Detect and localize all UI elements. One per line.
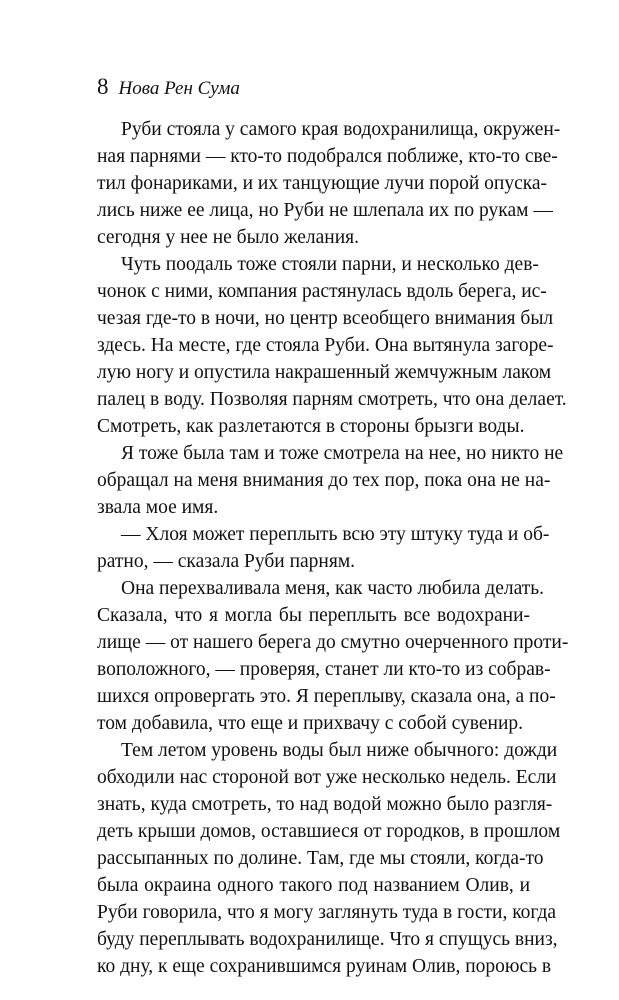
text-line: Руби стояла у самого края водохранилища, окружен- — [121, 119, 561, 140]
text-line: сегодня у нее не было желания. — [97, 227, 360, 248]
text-line: ная парнями — кто-то подобрался поближе, кто-то све- — [97, 146, 558, 167]
text-line: обходили нас стороной вот уже несколько недель. Если — [97, 767, 557, 788]
text-line: чезая где-то в ночи, но центр всеобщего внимания был — [97, 308, 554, 329]
text-line: тил фонариками, и их танцующие лучи порой опуска- — [97, 173, 548, 194]
text-line: была окраина одного такого под названием Олив, и — [97, 875, 530, 896]
text-line: Руби говорила, что я могу заглянуть туда в гости, когда — [97, 902, 557, 923]
text-line: лую ногу и опустила накрашенный жемчужным лаком — [97, 362, 552, 383]
text-line: деть крыши домов, оставшиеся от городков, в прошлом — [97, 821, 561, 842]
text-line: рассыпанных по долине. Там, где мы стояли, когда-то — [97, 848, 544, 869]
text-line: — Хлоя может переплыть всю эту штуку туда и об- — [121, 524, 550, 545]
text-line: том добавила, что еще и прихвачу с собой сувенир. — [97, 713, 524, 734]
text-line: здесь. На месте, где стояла Руби. Она вытянула загоре- — [97, 335, 554, 356]
text-line: знать, куда смотреть, то над водой можно было разгля- — [97, 794, 553, 815]
text-line: палец в воду. Позволяя парням смотреть, что она делает. — [97, 389, 567, 410]
text-line: ко дну, к еще сохранившимся руинам Олив, пороюсь в — [97, 956, 552, 977]
text-line: Чуть поодаль тоже стояли парни, и несколько дев- — [121, 254, 539, 275]
text-line: Я тоже была там и тоже смотрела на нее, но никто не — [121, 443, 564, 464]
text-line: Тем летом уровень воды был ниже обычного: дожди — [121, 740, 558, 761]
text-line: Сказала, что я могла бы переплыть все водохрани- — [97, 605, 530, 626]
text-line: ратно, — сказала Руби парням. — [97, 551, 356, 572]
body-text — [97, 116, 569, 980]
text-line: воположного, — проверяя, станет ли кто-то из собрав- — [97, 659, 551, 680]
text-line: лище — от нашего берега до смутно очерченного проти- — [97, 632, 569, 653]
text-line: лись ниже ее лица, но Руби не шлепала их по рукам — — [97, 200, 553, 221]
page-number: 8 — [97, 74, 109, 99]
text-line: буду переплывать водохранилище. Что я спущусь вниз, — [97, 929, 558, 950]
text-line: чонок с ними, компания растянулась вдоль берега, ис- — [97, 281, 547, 302]
text-line: обращал на меня внимания до тех пор, пока она не на- — [97, 470, 551, 491]
text-line: звала мое имя. — [97, 497, 219, 518]
running-title-author: Нова Рен Сума — [118, 78, 240, 99]
text-line: Смотреть, как разлетаются в стороны брызги воды. — [97, 416, 525, 437]
text-line: шихся опровергать это. Я переплыву, сказала она, а по- — [97, 686, 556, 707]
text-line: Она перехваливала меня, как часто любила делать. — [121, 578, 545, 599]
running-header — [97, 74, 240, 104]
